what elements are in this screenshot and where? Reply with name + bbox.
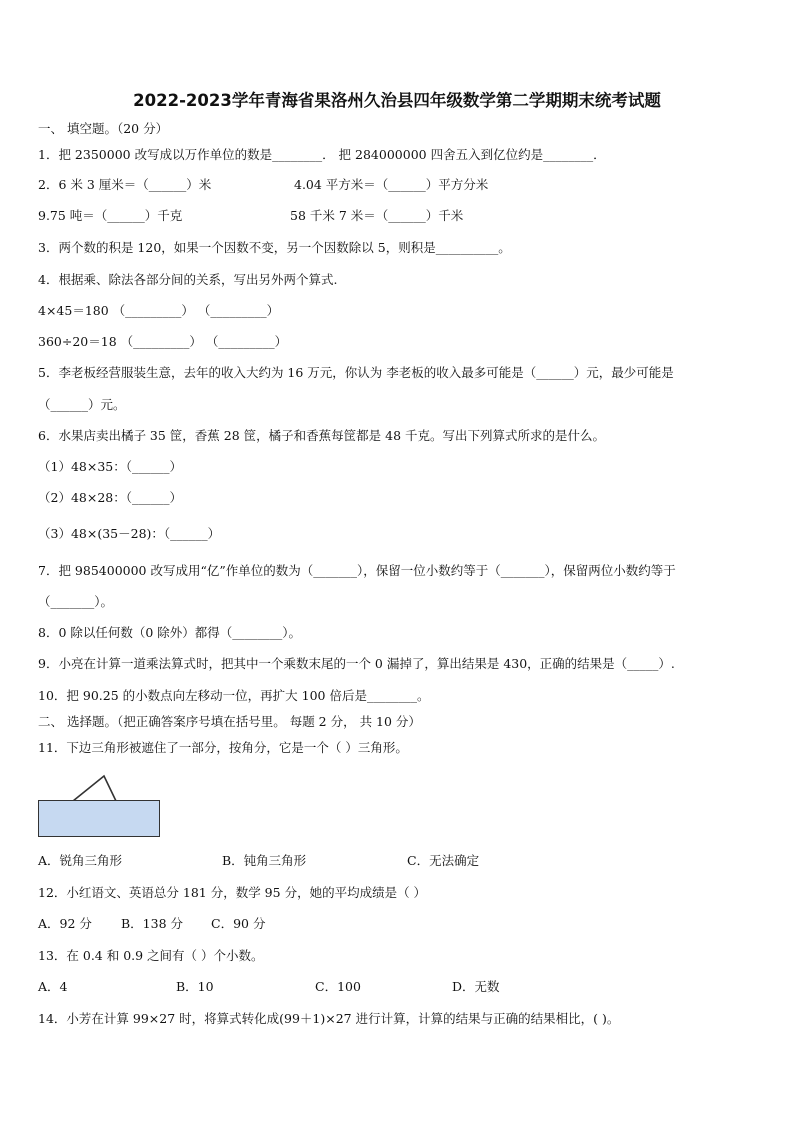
- option-d[interactable]: D．无数: [452, 979, 500, 994]
- question-2d: 58 千米 7 米＝（______）千米: [290, 208, 464, 223]
- triangle-visible-edges: [73, 776, 116, 801]
- option-a[interactable]: A．4: [38, 979, 68, 994]
- question-8: 8．0 除以任何数（0 除外）都得（________）。: [38, 625, 302, 640]
- question-5-line-1: 5．李老板经营服装生意，去年的收入大约为 16 万元，你认为 李老板的收入最多可能是（______）元，最少可能是: [38, 365, 674, 380]
- question-13-options: [38, 979, 500, 995]
- question-11-options: [38, 853, 480, 869]
- page-title: 2022-2023学年青海省果洛州久治县四年级数学第二学期期末统考试题: [133, 91, 661, 110]
- question-7-line-1: 7．把 985400000 改写成用“亿”作单位的数为（_______），保留一位小数约等于（_______），保留两位小数约等于: [38, 563, 676, 578]
- option-c[interactable]: C．90 分: [211, 916, 266, 931]
- question-11: 11．下边三角形被遮住了一部分，按角分，它是一个（ ）三角形。: [38, 740, 408, 755]
- question-9: 9．小亮在计算一道乘法算式时，把其中一个乘数末尾的一个 0 漏掉了，算出结果是 430，正确的结果是（_____）.: [38, 656, 675, 671]
- question-4-line-2: 360÷20＝18 （_________） （_________）: [38, 334, 288, 349]
- question-4-line-1: 4×45＝180 （_________） （_________）: [38, 303, 280, 318]
- question-12-options: [38, 916, 266, 932]
- option-b[interactable]: B．钝角三角形: [222, 853, 307, 868]
- question-6: 6．水果店卖出橘子 35 筐，香蕉 28 筐，橘子和香蕉每筐都是 48 千克。写出下列算式所求的是什么。: [38, 428, 606, 443]
- question-2b: 4.04 平方米＝（______）平方分米: [294, 177, 489, 192]
- section-header-fill-blank: 一、 填空题。（20 分）: [38, 121, 169, 136]
- question-12: 12．小红语文、英语总分 181 分，数学 95 分，她的平均成绩是（ ）: [38, 885, 427, 900]
- question-2c: 9.75 吨＝（______）千克: [38, 208, 183, 223]
- question-2-row-2: [38, 208, 464, 224]
- option-c[interactable]: C．100: [315, 979, 361, 994]
- question-5-line-2: （______）元。: [38, 397, 126, 412]
- question-6-item-1: （1）48×35：（______）: [38, 459, 182, 474]
- question-2a: 2．6 米 3 厘米＝（______）米: [38, 177, 212, 192]
- question-14: 14．小芳在计算 99×27 时，将算式转化成(99＋1)×27 进行计算，计算的结果与正确的结果相比，( )。: [38, 1011, 620, 1026]
- question-6-item-2: （2）48×28：（______）: [38, 490, 182, 505]
- option-b[interactable]: B．10: [176, 979, 214, 994]
- option-c[interactable]: C．无法确定: [407, 853, 480, 868]
- question-3: 3．两个数的积是 120，如果一个因数不变，另一个因数除以 5，则积是__________。: [38, 240, 511, 255]
- question-13: 13．在 0.4 和 0.9 之间有（ ）个小数。: [38, 948, 264, 963]
- question-2-row-1: [38, 177, 489, 193]
- covered-triangle-figure: [38, 769, 160, 837]
- section-header-multiple-choice: 二、 选择题。（把正确答案序号填在括号里。 每题 2 分， 共 10 分）: [38, 714, 421, 729]
- option-b[interactable]: B．138 分: [121, 916, 184, 931]
- question-1: 1．把 2350000 改写成以万作单位的数是________． 把 284000000 四舍五入到亿位约是________．: [38, 147, 606, 162]
- option-a[interactable]: A．锐角三角形: [38, 853, 123, 868]
- question-4: 4．根据乘、除法各部分间的关系，写出另外两个算式.: [38, 272, 338, 287]
- option-a[interactable]: A．92 分: [38, 916, 92, 931]
- question-6-item-3: （3）48×(35－28)：（______）: [38, 526, 221, 541]
- question-10: 10．把 90.25 的小数点向左移动一位，再扩大 100 倍后是________。: [38, 688, 430, 703]
- question-7-line-2: （_______）。: [38, 594, 114, 609]
- cover-rectangle: [39, 801, 160, 837]
